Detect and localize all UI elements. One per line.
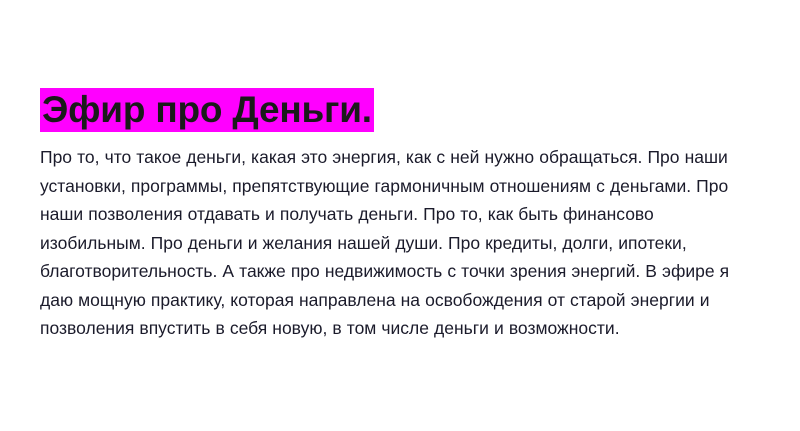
page-title-text: Эфир про Деньги. bbox=[42, 89, 372, 130]
body-paragraph: Про то, что такое деньги, какая это энергия, как с ней нужно обращаться. Про наши установки, программы, препятствующие гармоничным отношениям с деньгами. Про наши позволения отдавать и получать деньги. Про то, как быть финансово изобильным. Про деньги и желания нашей души. Про кредиты, долги, ипотеки, благотворительность. А также про недвижимость с точки зрения энергий. В эфире я даю мощную практику, которая направлена на освобождения от старой энергии и позволения впустить в себя новую, в том числе деньги и возможности. bbox=[40, 147, 730, 339]
page-title bbox=[40, 86, 758, 133]
